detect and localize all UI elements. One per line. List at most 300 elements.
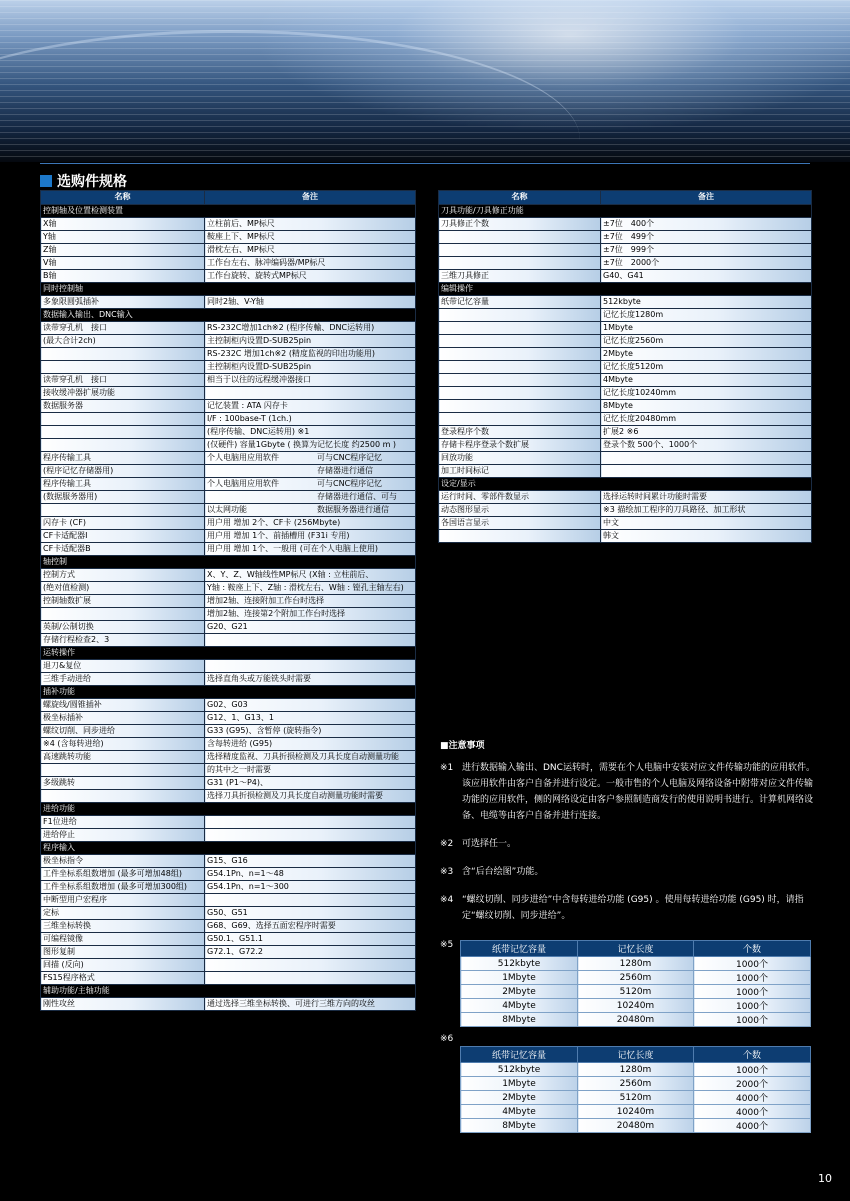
left-item-note-left <box>207 465 317 477</box>
right-item-row <box>439 400 812 413</box>
left-item-note: RS-232C 增加1ch※2 (精度监视的印出功能用) <box>205 348 416 361</box>
right-item-row <box>439 270 812 283</box>
right-item-row <box>439 322 812 335</box>
left-category-label: 进给功能 <box>41 803 416 816</box>
left-item-note-split <box>207 465 413 477</box>
left-item-name: 刚性攻丝 <box>41 998 205 1011</box>
table6-count: 4000个 <box>694 1105 811 1119</box>
left-item-note <box>205 452 416 465</box>
right-item-note: 记忆长度10240mm <box>601 387 812 400</box>
right-item-name: 加工时间标记 <box>439 465 601 478</box>
right-category-row <box>439 205 812 218</box>
table5-row <box>461 999 811 1013</box>
left-item-row <box>41 374 416 387</box>
right-item-row <box>439 374 812 387</box>
left-item-note: X、Y、Z、W轴线性MP标尺 (X轴 : 立柱前后、 <box>205 569 416 582</box>
table5-capacity: 2Mbyte <box>461 985 578 999</box>
left-item-row <box>41 738 416 751</box>
table6-capacity: 4Mbyte <box>461 1105 578 1119</box>
right-item-name: 回放功能 <box>439 452 601 465</box>
left-item-row <box>41 920 416 933</box>
right-item-row <box>439 439 812 452</box>
table6-length: 5120m <box>578 1091 694 1105</box>
left-item-note: 选择直角头或万能铣头时需要 <box>205 673 416 686</box>
table5-header <box>461 941 811 957</box>
table5-label: ※5 <box>440 940 454 950</box>
left-item-name: 读带穿孔机 接口 <box>41 374 205 387</box>
right-item-name: 存储卡程序登录个数扩展 <box>439 439 601 452</box>
table5 <box>460 940 811 1027</box>
right-item-row <box>439 218 812 231</box>
note-mark: ※4 <box>440 895 454 905</box>
left-category-row <box>41 283 416 296</box>
right-item-note: 选择运转时间累计功能时需要 <box>601 491 812 504</box>
note-mark: ※2 <box>440 839 454 849</box>
right-category-label: 编辑操作 <box>439 283 812 296</box>
left-item-note <box>205 387 416 400</box>
table6-row <box>461 1105 811 1119</box>
note-mark: ※3 <box>440 867 454 877</box>
right-item-note: 中文 <box>601 517 812 530</box>
left-item-row <box>41 725 416 738</box>
table5-header-count: 个数 <box>694 941 811 957</box>
left-item-row <box>41 855 416 868</box>
table5-header-length: 记忆长度 <box>578 941 694 957</box>
left-item-row <box>41 348 416 361</box>
right-item-row <box>439 530 812 543</box>
right-item-row <box>439 413 812 426</box>
left-table-header <box>41 191 416 205</box>
left-item-name: CF卡适配器B <box>41 543 205 556</box>
left-item-name: 三维坐标转换 <box>41 920 205 933</box>
table5-count: 1000个 <box>694 971 811 985</box>
left-item-row <box>41 621 416 634</box>
right-category-label: 刀具功能/刀具修正功能 <box>439 205 812 218</box>
left-item-row <box>41 244 416 257</box>
left-item-name: 闪存卡 (CF) <box>41 517 205 530</box>
right-item-note <box>601 465 812 478</box>
left-category-row <box>41 205 416 218</box>
right-item-name: 纸带记忆容量 <box>439 296 601 309</box>
table5-count: 1000个 <box>694 1013 811 1027</box>
table5-length: 10240m <box>578 999 694 1013</box>
left-item-row <box>41 478 416 491</box>
left-item-note <box>205 465 416 478</box>
left-item-row <box>41 699 416 712</box>
left-item-name: 工件坐标系组数增加 (最多可增加48组) <box>41 868 205 881</box>
right-item-row <box>439 244 812 257</box>
left-item-note: 选择精度监视、刀具折损检测及刀具长度自动测量功能 <box>205 751 416 764</box>
note-item <box>440 760 820 824</box>
left-item-name: (程序记忆存储器用) <box>41 465 205 478</box>
left-spec-table <box>40 190 416 1011</box>
left-item-name: 程序传输工具 <box>41 452 205 465</box>
table6-count: 4000个 <box>694 1091 811 1105</box>
left-item-note: G50、G51 <box>205 907 416 920</box>
left-category-row <box>41 556 416 569</box>
right-item-name <box>439 530 601 543</box>
left-category-row <box>41 309 416 322</box>
right-item-name <box>439 335 601 348</box>
left-item-name <box>41 439 205 452</box>
left-item-name: 中断型用户宏程序 <box>41 894 205 907</box>
left-item-note <box>205 478 416 491</box>
right-item-note: 2Mbyte <box>601 348 812 361</box>
left-header-name: 名称 <box>41 191 205 205</box>
table6-label: ※6 <box>440 1034 454 1044</box>
left-item-row <box>41 361 416 374</box>
left-item-row <box>41 751 416 764</box>
left-item-name: 极坐标插补 <box>41 712 205 725</box>
left-item-note-split <box>207 452 413 464</box>
left-item-row <box>41 543 416 556</box>
left-item-row <box>41 504 416 517</box>
left-item-row <box>41 894 416 907</box>
left-item-row <box>41 296 416 309</box>
left-category-row <box>41 842 416 855</box>
left-category-row <box>41 985 416 998</box>
left-item-name: 多级跳转 <box>41 777 205 790</box>
table6-count: 1000个 <box>694 1063 811 1077</box>
left-category-label: 数据输入输出、DNC输入 <box>41 309 416 322</box>
left-item-name: (绝对值检测) <box>41 582 205 595</box>
left-item-row <box>41 881 416 894</box>
left-item-name: 控制方式 <box>41 569 205 582</box>
left-item-note: G72.1、G72.2 <box>205 946 416 959</box>
left-item-note: 通过选择三维坐标转换、可进行三维方向的攻丝 <box>205 998 416 1011</box>
right-item-note <box>601 452 812 465</box>
right-item-name <box>439 387 601 400</box>
table5-count: 1000个 <box>694 999 811 1013</box>
left-item-note <box>205 816 416 829</box>
left-item-name: 控制轴数扩展 <box>41 595 205 608</box>
left-item-name: FS15程序格式 <box>41 972 205 985</box>
right-item-note: 记忆长度20480mm <box>601 413 812 426</box>
left-category-label: 运转操作 <box>41 647 416 660</box>
right-item-row <box>439 465 812 478</box>
left-item-name: 英制/公制切换 <box>41 621 205 634</box>
left-item-note-right: 可与CNC程序记忆 <box>317 479 383 488</box>
left-item-note: 相当于以往的远程缓冲器接口 <box>205 374 416 387</box>
left-item-row <box>41 387 416 400</box>
note-text: 可选择任一。 <box>462 839 517 849</box>
square-bullet-icon <box>40 175 52 187</box>
page-number: 10 <box>818 1172 832 1185</box>
left-item-note: 鞍座上下、MP标尺 <box>205 231 416 244</box>
left-item-row <box>41 452 416 465</box>
table6-length: 1280m <box>578 1063 694 1077</box>
table6-count: 2000个 <box>694 1077 811 1091</box>
left-item-note: 选择刀具折损检测及刀具长度自动测量功能时需要 <box>205 790 416 803</box>
left-item-row <box>41 517 416 530</box>
right-item-row <box>439 452 812 465</box>
table5-length: 5120m <box>578 985 694 999</box>
table5-capacity: 512kbyte <box>461 957 578 971</box>
left-header-note: 备注 <box>205 191 416 205</box>
left-category-label: 轴控制 <box>41 556 416 569</box>
left-item-row <box>41 907 416 920</box>
left-item-note <box>205 504 416 517</box>
left-item-row <box>41 426 416 439</box>
right-item-name <box>439 231 601 244</box>
table6-header-capacity: 纸带记忆容量 <box>461 1047 578 1063</box>
left-item-row <box>41 530 416 543</box>
left-item-note: 的其中之一时需要 <box>205 764 416 777</box>
left-item-note <box>205 634 416 647</box>
left-category-label: 插补功能 <box>41 686 416 699</box>
left-item-row <box>41 777 416 790</box>
right-item-note: 登录个数 500个、1000个 <box>601 439 812 452</box>
left-category-label: 程序输入 <box>41 842 416 855</box>
right-item-name <box>439 322 601 335</box>
left-item-row <box>41 972 416 985</box>
left-item-row <box>41 231 416 244</box>
left-category-label: 控制轴及位置检测装置 <box>41 205 416 218</box>
right-item-note: 记忆长度2560m <box>601 335 812 348</box>
left-category-row <box>41 686 416 699</box>
left-item-note: G33 (G95)、含暂停 (旋转指令) <box>205 725 416 738</box>
left-item-row <box>41 764 416 777</box>
left-item-note <box>205 959 416 972</box>
left-item-row <box>41 465 416 478</box>
left-item-note <box>205 972 416 985</box>
left-item-row <box>41 712 416 725</box>
left-item-note: 增加2轴、连接第2个附加工作台时选择 <box>205 608 416 621</box>
right-item-row <box>439 387 812 400</box>
left-item-name <box>41 504 205 517</box>
table6-row <box>461 1077 811 1091</box>
left-item-name <box>41 361 205 374</box>
right-item-row <box>439 335 812 348</box>
left-item-row <box>41 946 416 959</box>
left-item-note-right: 存储器进行通信、可与 <box>317 492 397 501</box>
right-item-name: 登录程序个数 <box>439 426 601 439</box>
left-item-name: 多象限圆弧插补 <box>41 296 205 309</box>
left-category-row <box>41 647 416 660</box>
note-text: 进行数据输入输出、DNC运转时，需要在个人电脑中安装对应文件传输功能的应用软件。该应用软件由客户自备并进行设定。一般市售的个人电脑及网络设备中附带对应文件传输功能的应用软件，侧的网络设定由客户参照制造商发行的使用说明书进行。计算机网络设备、电缆等由客户自备并进行连接。 <box>462 763 815 821</box>
left-item-row <box>41 491 416 504</box>
left-item-name: 读带穿孔机 接口 <box>41 322 205 335</box>
right-item-name <box>439 400 601 413</box>
table6-header <box>461 1047 811 1063</box>
right-item-note: ±7位 400个 <box>601 218 812 231</box>
left-item-row <box>41 608 416 621</box>
right-item-row <box>439 231 812 244</box>
left-item-name <box>41 764 205 777</box>
table6 <box>460 1046 811 1133</box>
notes-section <box>440 738 820 936</box>
right-item-row <box>439 491 812 504</box>
left-item-name: (最大合计2ch) <box>41 335 205 348</box>
left-item-note-right: 可与CNC程序记忆 <box>317 453 383 462</box>
right-item-row <box>439 504 812 517</box>
right-item-note: ±7位 499个 <box>601 231 812 244</box>
left-item-name: 存储行程检查2、3 <box>41 634 205 647</box>
right-item-row <box>439 348 812 361</box>
left-item-note: 含每转进给 (G95) <box>205 738 416 751</box>
right-item-name: 三维刀具修正 <box>439 270 601 283</box>
left-item-note-left: 个人电脑用应用软件 <box>207 479 279 488</box>
right-item-note: 记忆长度1280m <box>601 309 812 322</box>
right-item-name: 运行时间、零部件数显示 <box>439 491 601 504</box>
left-item-name: 定标 <box>41 907 205 920</box>
right-item-name: 各国语言显示 <box>439 517 601 530</box>
right-item-note: ±7位 999个 <box>601 244 812 257</box>
right-table-header <box>439 191 812 205</box>
header-band <box>0 0 850 162</box>
table6-row <box>461 1091 811 1105</box>
left-item-note: G20、G21 <box>205 621 416 634</box>
right-category-label: 设定/显示 <box>439 478 812 491</box>
left-item-row <box>41 634 416 647</box>
table5-length: 1280m <box>578 957 694 971</box>
right-item-name: 刀具修正个数 <box>439 218 601 231</box>
left-item-note-split <box>207 491 413 503</box>
left-item-row <box>41 933 416 946</box>
left-item-note: (仅硬件) 容量1Gbyte ( 换算为记忆长度 约2500 m ) <box>205 439 416 452</box>
note-text: 含“后台绘图”功能。 <box>462 867 544 877</box>
right-item-name <box>439 348 601 361</box>
left-item-note: G31 (P1～P4)、 <box>205 777 416 790</box>
left-item-note: 滑枕左右、MP标尺 <box>205 244 416 257</box>
left-item-note: G02、G03 <box>205 699 416 712</box>
left-item-name: 三维手动进给 <box>41 673 205 686</box>
left-item-name: 可编程镜像 <box>41 933 205 946</box>
table5-count: 1000个 <box>694 957 811 971</box>
right-category-row <box>439 478 812 491</box>
right-item-name: 动态图形显示 <box>439 504 601 517</box>
left-item-name: 螺纹切削、同步进给 <box>41 725 205 738</box>
table6-capacity: 8Mbyte <box>461 1119 578 1133</box>
left-item-name: 高速跳转功能 <box>41 751 205 764</box>
left-item-row <box>41 413 416 426</box>
note-mark: ※1 <box>440 763 454 773</box>
left-item-note-split <box>207 504 413 516</box>
left-item-name: 进给停止 <box>41 829 205 842</box>
left-item-row <box>41 569 416 582</box>
note-item <box>440 836 820 852</box>
left-item-name <box>41 348 205 361</box>
left-item-row <box>41 335 416 348</box>
left-item-row <box>41 218 416 231</box>
right-item-row <box>439 257 812 270</box>
left-item-note: G68、G69、选择五面宏程序时需要 <box>205 920 416 933</box>
table5-row <box>461 971 811 985</box>
left-item-name: V轴 <box>41 257 205 270</box>
right-item-name <box>439 309 601 322</box>
notes-title: ■注意事项 <box>440 741 485 751</box>
table5-count: 1000个 <box>694 985 811 999</box>
left-item-row <box>41 582 416 595</box>
left-item-note-left <box>207 491 317 503</box>
table5-capacity: 4Mbyte <box>461 999 578 1013</box>
right-category-row <box>439 283 812 296</box>
left-item-row <box>41 790 416 803</box>
table5-capacity: 1Mbyte <box>461 971 578 985</box>
table5-row <box>461 957 811 971</box>
right-spec-table <box>438 190 812 543</box>
left-item-name: Z轴 <box>41 244 205 257</box>
left-item-note <box>205 491 416 504</box>
left-item-name: 程序传输工具 <box>41 478 205 491</box>
note-text: “螺纹切削、同步进给”中含每转进给功能 (G95) 。使用每转进给功能 (G95) 时，请指定“螺纹切削、同步进给”。 <box>462 895 804 921</box>
left-item-name: ※4 (含每转进给) <box>41 738 205 751</box>
left-item-note-right: 数据服务器进行通信 <box>317 505 389 514</box>
right-header-name: 名称 <box>439 191 601 205</box>
left-item-note: G12、1、G13、1 <box>205 712 416 725</box>
left-item-note: I/F : 100base-T (1ch.) <box>205 413 416 426</box>
right-header-note: 备注 <box>601 191 812 205</box>
right-item-row <box>439 517 812 530</box>
left-category-label: 同时控制轴 <box>41 283 416 296</box>
left-category-label: 辅助功能/主轴功能 <box>41 985 416 998</box>
left-item-note: G54.1Pn、n=1～48 <box>205 868 416 881</box>
right-item-note: 记忆长度5120m <box>601 361 812 374</box>
left-item-note <box>205 894 416 907</box>
left-item-note: 用户用 增加 1个、前插槽用 (F31i 专用) <box>205 530 416 543</box>
left-item-note-split <box>207 478 413 490</box>
right-item-note: 韩文 <box>601 530 812 543</box>
table6-header-count: 个数 <box>694 1047 811 1063</box>
left-item-note-left: 以太网功能 <box>207 505 247 514</box>
left-item-row <box>41 322 416 335</box>
left-item-row <box>41 868 416 881</box>
note-item <box>440 892 820 924</box>
left-item-note-left: 个人电脑用应用软件 <box>207 453 279 462</box>
left-item-note: G50.1、G51.1 <box>205 933 416 946</box>
right-item-note: 1Mbyte <box>601 322 812 335</box>
right-item-row <box>439 361 812 374</box>
left-item-name: B轴 <box>41 270 205 283</box>
table6-length: 10240m <box>578 1105 694 1119</box>
right-item-note: G40、G41 <box>601 270 812 283</box>
left-item-row <box>41 959 416 972</box>
table5-header-capacity: 纸带记忆容量 <box>461 941 578 957</box>
right-item-note: 8Mbyte <box>601 400 812 413</box>
left-item-row <box>41 439 416 452</box>
table5-row <box>461 985 811 999</box>
right-item-note: 4Mbyte <box>601 374 812 387</box>
section-title <box>40 172 127 190</box>
left-item-name: (数据服务器用) <box>41 491 205 504</box>
left-item-note: G15、G16 <box>205 855 416 868</box>
left-item-name <box>41 790 205 803</box>
table5-length: 20480m <box>578 1013 694 1027</box>
header-rule <box>40 163 810 164</box>
left-item-name: 数据服务器 <box>41 400 205 413</box>
right-item-name <box>439 361 601 374</box>
table6-header-length: 记忆长度 <box>578 1047 694 1063</box>
left-item-name: 接收缓冲器扩展功能 <box>41 387 205 400</box>
left-item-name: F1位进给 <box>41 816 205 829</box>
left-item-note: 记忆装置 : ATA 闪存卡 <box>205 400 416 413</box>
section-title-text: 选购件规格 <box>57 174 127 190</box>
left-item-note: 用户用 增加 1个、一般用 (可在个人电脑上使用) <box>205 543 416 556</box>
left-item-name <box>41 413 205 426</box>
left-item-note: 立柱前后、MP标尺 <box>205 218 416 231</box>
right-item-note: ±7位 2000个 <box>601 257 812 270</box>
left-item-note <box>205 829 416 842</box>
left-item-name: 螺旋线/圆锥插补 <box>41 699 205 712</box>
left-item-name: 图形复制 <box>41 946 205 959</box>
table5-row <box>461 1013 811 1027</box>
right-item-note: 512kbyte <box>601 296 812 309</box>
left-item-row <box>41 257 416 270</box>
left-item-row <box>41 829 416 842</box>
left-item-note: (程序传输、DNC运转用) ※1 <box>205 426 416 439</box>
left-item-row <box>41 595 416 608</box>
left-item-note: 工作台旋转、旋转式MP标尺 <box>205 270 416 283</box>
